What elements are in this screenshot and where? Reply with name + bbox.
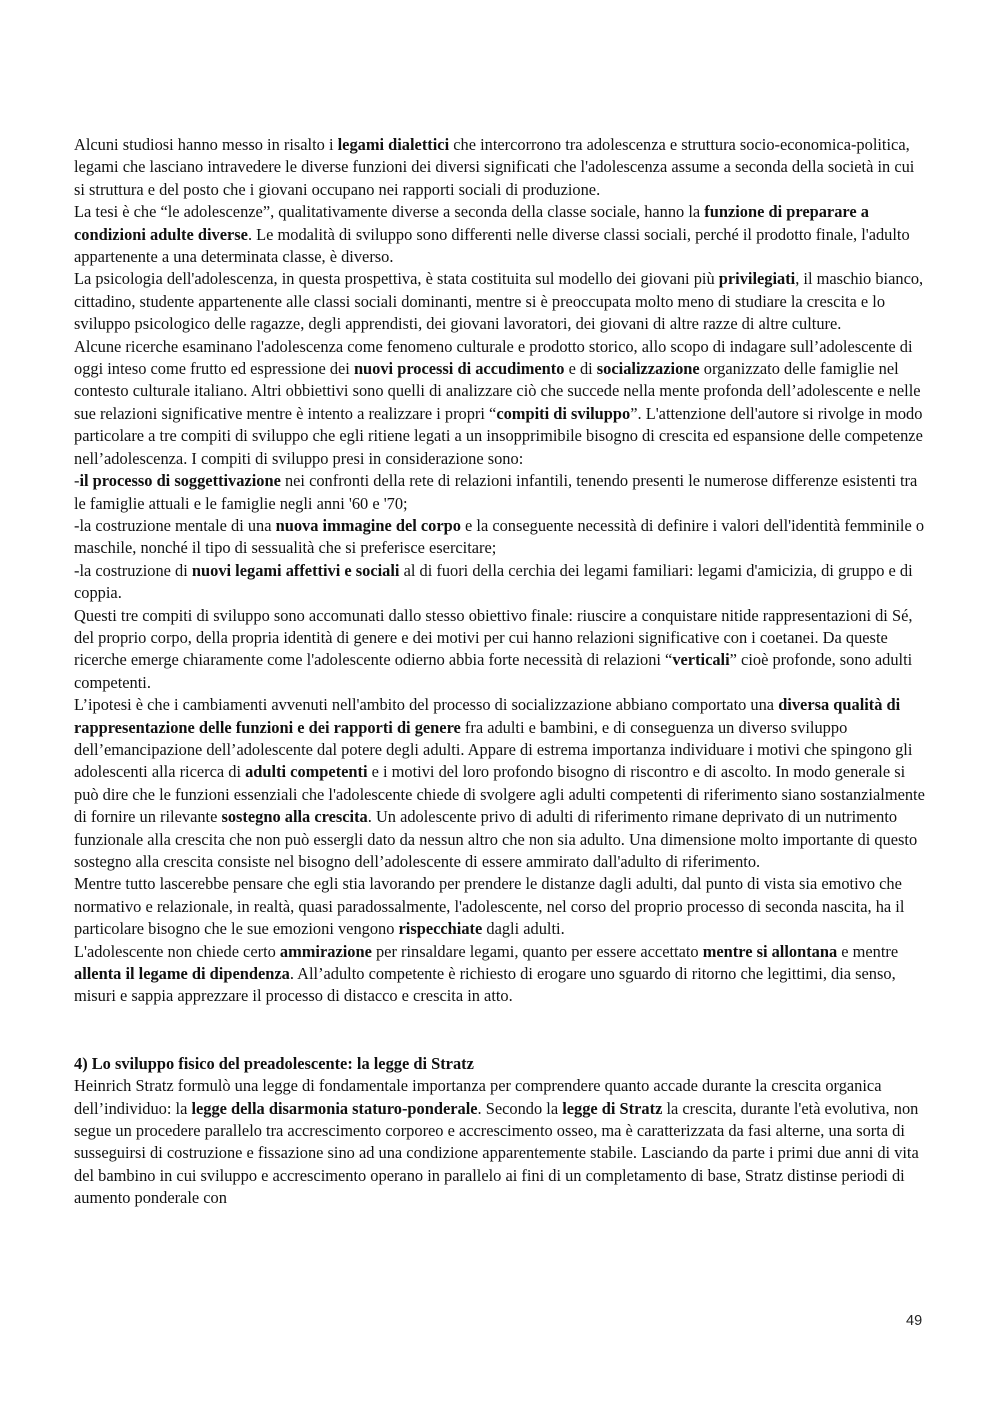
paragraph-tre-compiti: Questi tre compiti di sviluppo sono accomunati dallo stesso obiettivo finale: riuscire a conquistare nitide rappresentazioni di Sé, del proprio corpo, della propria identità di genere e dei motivi per cui hanno relazioni significative con i coetanei. Da queste ricerche emerge chiaramente come l'adolescente odierno abbia forte necessità di relazioni “verticali” cioè profonde, sono adulti competenti. [74,605,913,692]
paragraph-ricerche-fenomeno-culturale: Alcune ricerche esaminano l'adolescenza come fenomeno culturale e prodotto storico, allo scopo di indagare sull’adolescente di oggi inteso come frutto ed espressione dei nuovi processi di accudimento e di socializzazione organizzato delle famiglie nel contesto culturale italiano. Altri obbiettivi sono quelli di analizzare ciò che succede nella mente profonda dell’adolescente e nelle sue relazioni significative mentre è intento a realizzare i propri “compiti di sviluppo”. L'attenzione dell'autore si rivolge in modo particolare a tre compiti di sviluppo che egli ritiene legati a un insopprimibile bisogno di crescita ed espansione delle competenze nell’adolescenza. I compiti di sviluppo presi in considerazione sono: [74,336,923,468]
paragraph-distanze-adulti: Mentre tutto lascerebbe pensare che egli stia lavorando per prendere le distanze dagli adulti, dal punto di vista sia emotivo che normativo e relazionale, in realtà, quasi paradossalmente, l'adolescente, nel corso del proprio processo di seconda nascita, ha il particolare bisogno che le sue emozioni vengono rispecchiate dagli adulti. [74,874,905,939]
section-heading: 4) Lo sviluppo fisico del preadolescente: la legge di Stratz [74,1053,474,1073]
document-body [74,134,928,1210]
paragraph-tesi-adolescenze: La tesi è che “le adolescenze”, qualitativamente diverse a seconda della classe sociale, hanno la funzione di preparare a condizioni adulte diverse. Le modalità di sviluppo sono differenti nelle diverse classi sociali, perché il prodotto finale, l'adulto appartenente a una determinata classe, è diverso. [74,202,910,267]
paragraph-legge-stratz: Heinrich Stratz formulò una legge di fondamentale importanza per comprendere quanto accade durante la crescita organica dell’individuo: la legge della disarmonia staturo-ponderale. Secondo la legge di Stratz la crescita, durante l'età evolutiva, non segue un procedere parallelo tra accrescimento corporeo e accrescimento osseo, ma è caratterizzata da fasi alterne, una sorta di susseguirsi di costruzione e fissazione sino ad una condizione apparentemente stabile. Lasciando da parte i primi due anni di vita del bambino in cui sviluppo e accrescimento operano in parallelo ai fini di un completamento di base, Stratz distinse periodi di aumento ponderale con [74,1076,919,1208]
list-item-soggettivazione: -il processo di soggettivazione nei confronti della rete di relazioni infantili, tenendo presenti le numerose differenze esistenti tra le famiglie attuali e le famiglie negli anni '60 e '70; [74,471,918,513]
paragraph-ipotesi-socializzazione: L’ipotesi è che i cambiamenti avvenuti nell'ambito del processo di socializzazione abbiano comportato una diversa qualità di rappresentazione delle funzioni e dei rapporti di genere fra adulti e bambini, e di conseguenza un diverso sviluppo dell’emancipazione dell’adolescente dal potere degli adulti. Appare di estrema importanza individuare i motivi che spingono gli adolescenti alla ricerca di adulti competenti e i motivi del loro profondo bisogno di riscontro e di ascolto. In modo generale si può dire che le funzioni essenziali che l'adolescente chiede di svolgere agli adulti competenti di riferimento siano sostanzialmente di fornire un rilevante sostegno alla crescita. Un adolescente privo di adulti di riferimento rimane deprivato di un nutrimento funzionale alla crescita che non può essergli dato da nessun altro che non sia adulto. Una dimensione molto importante di questo sostegno alla crescita consiste nel bisogno dell’adolescente di essere ammirato dall'adulto di riferimento. [74,695,925,871]
list-item-immagine-corpo: -la costruzione mentale di una nuova immagine del corpo e la conseguente necessità di definire i valori dell'identità femminile o maschile, nonché il tipo di sessualità che si preferisce esercitare; [74,515,925,558]
page-number: 49 [906,1313,923,1329]
paragraph-ammirazione: L'adolescente non chiede certo ammirazione per rinsaldare legami, quanto per essere accettato mentre si allontana e mentre allenta il legame di dipendenza. All’adulto competente è richiesto di erogare uno sguardo di ritorno che legittimi, dia senso, misuri e sappia apprezzare il processo di distacco e crescita in atto. [74,941,899,1006]
paragraph-legami-dialettici: Alcuni studiosi hanno messo in risalto i legami dialettici che intercorrono tra adolescenza e struttura socio-economica-politica, legami che lasciano intravedere le diverse funzioni dei diversi significati che l'adolescenza assume a seconda della società in cui si struttura e del posto che i giovani occupano nei rapporti sociali di produzione. [74,135,915,199]
list-item-legami-affettivi: -la costruzione di nuovi legami affettivi e sociali al di fuori della cerchia dei legami familiari: legami d'amicizia, di gruppo e di coppia. [74,560,913,603]
paragraph-psicologia-adolescenza: La psicologia dell'adolescenza, in questa prospettiva, è stata costituita sul modello dei giovani più privilegiati, il maschio bianco, cittadino, studente appartenente alle classi sociali dominanti, mentre si è preoccupata molto meno di studiare la crescita e lo sviluppo psicologico delle ragazze, degli apprendisti, dei giovani lavoratori, dei giovani di altre razze di altre culture. [74,269,924,334]
section-spacer [74,1008,928,1053]
